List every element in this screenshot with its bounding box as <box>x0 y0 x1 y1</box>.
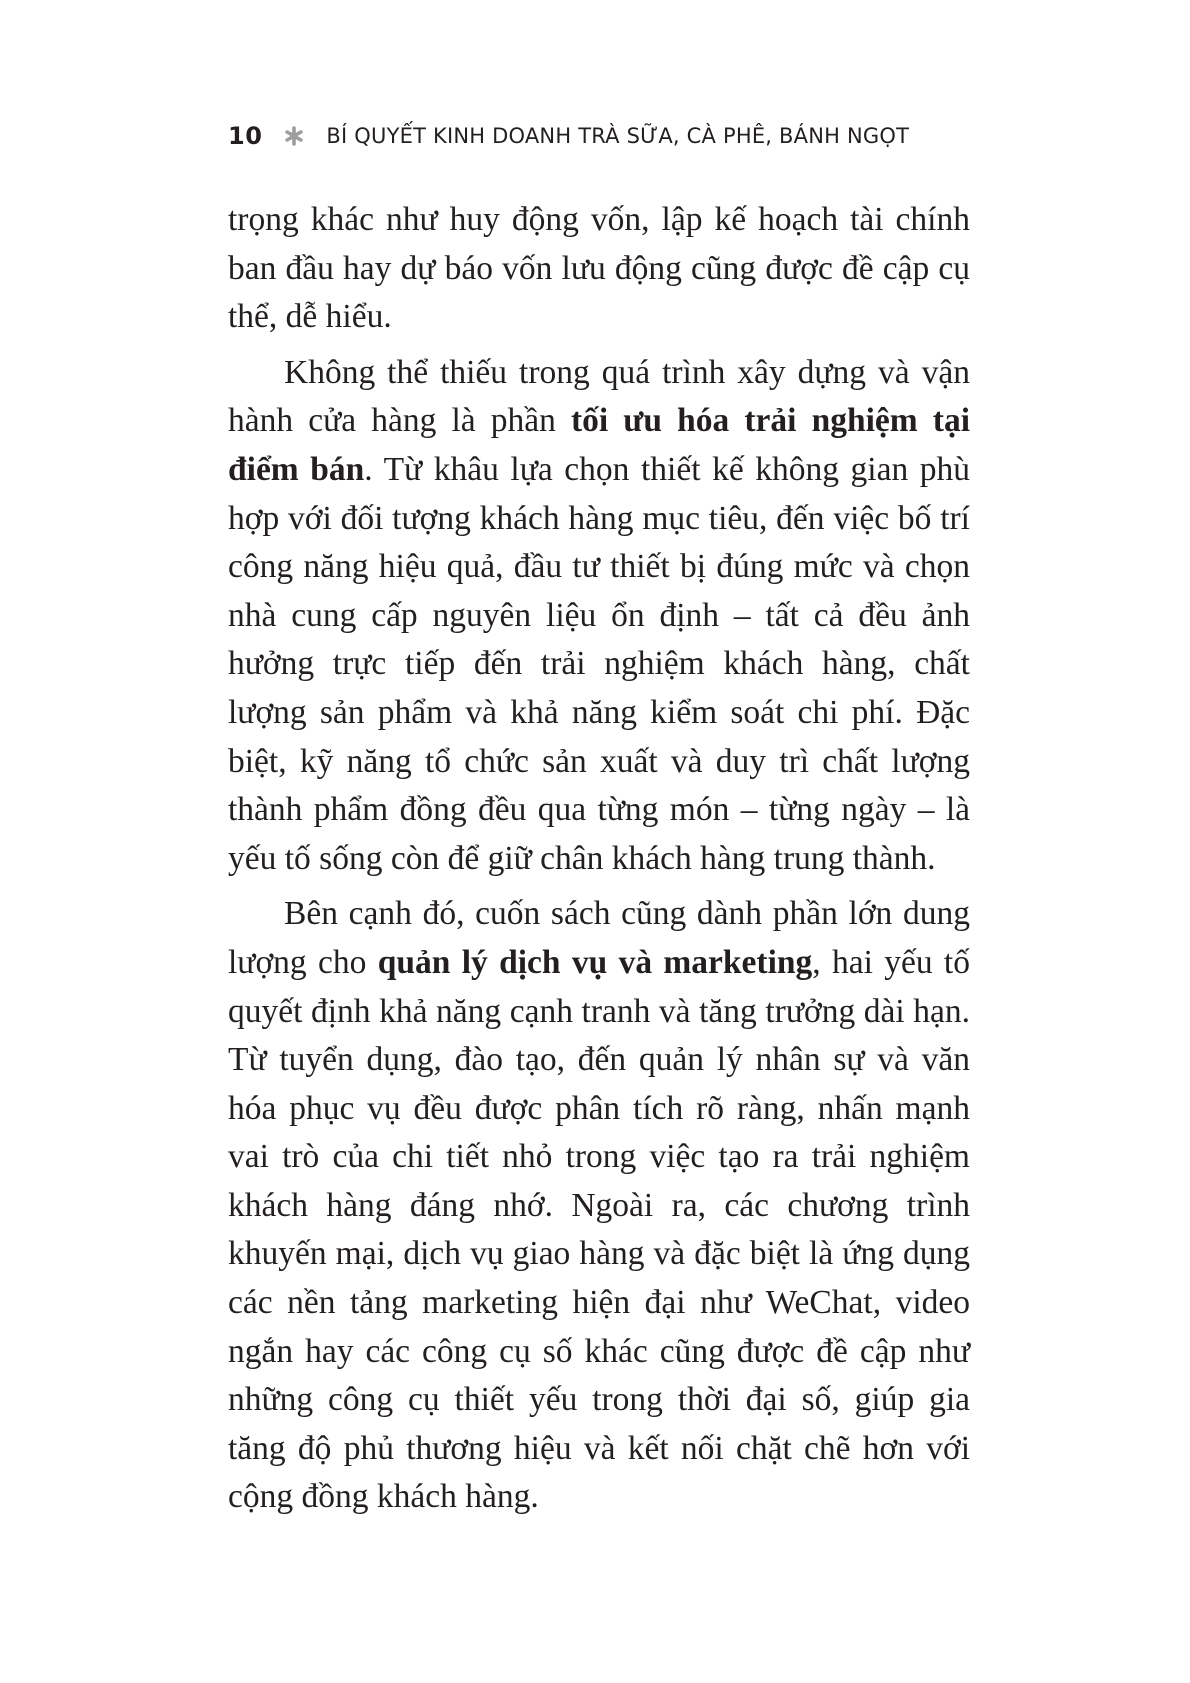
paragraph-store-experience <box>228 349 970 884</box>
book-title: BÍ QUYẾT KINH DOANH TRÀ SỮA, CÀ PHÊ, BÁNH NGỌT <box>326 124 910 148</box>
body-text <box>228 196 970 1522</box>
emphasis-text: quản lý dịch vụ và marketing <box>377 943 813 981</box>
text-run: Không thể thiếu trong quá trình xây dựng và vận hành cửa hàng là phần <box>228 353 970 440</box>
text-run: , hai yếu tố quyết định khả năng cạnh tranh và tăng trưởng dài hạn. Từ tuyển dụng, đào tạo, đến quản lý nhân sự và văn hóa phục vụ đều được phân tích rõ ràng, nhấn mạnh vai trò của chi tiết nhỏ trong việc tạo ra trải nghiệm khách hàng đáng nhớ. Ngoài ra, các chương trình khuyến mại, dịch vụ giao hàng và đặc biệt là ứng dụng các nền tảng marketing hiện đại như WeChat, video ngắn hay các công cụ số khác cũng được đề cập như những công cụ thiết yếu trong thời đại số, giúp gia tăng độ phủ thương hiệu và kết nối chặt chẽ hơn với cộng đồng khách hàng. <box>228 943 970 1516</box>
page-number: 10 <box>228 122 263 150</box>
asterisk-icon <box>284 126 304 146</box>
running-header <box>228 122 909 150</box>
text-run: Bên cạnh đó, cuốn sách cũng dành phần lớn dung lượng cho <box>228 895 970 981</box>
text-run: trọng khác như huy động vốn, lập kế hoạch tài chính ban đầu hay dự báo vốn lưu động cũng được đề cập cụ thể, dễ hiểu. <box>228 201 970 336</box>
text-run: . Từ khâu lựa chọn thiết kế không gian phù hợp với đối tượng khách hàng mục tiêu, đến việc bố trí công năng hiệu quả, đầu tư thiết bị đúng mức và chọn nhà cung cấp nguyên liệu ổn định – tất cả đều ảnh hưởng trực tiếp đến trải nghiệm khách hàng, chất lượng sản phẩm và khả năng kiểm soát chi phí. Đặc biệt, kỹ năng tổ chức sản xuất và duy trì chất lượng thành phẩm đồng đều qua từng món – từng ngày – là yếu tố sống còn để giữ chân khách hàng trung thành. <box>228 450 970 877</box>
paragraph-service-marketing <box>228 890 970 1522</box>
paragraph-continued <box>228 196 970 342</box>
emphasis-text: tối ưu hóa trải nghiệm tại điểm bán <box>228 402 970 488</box>
